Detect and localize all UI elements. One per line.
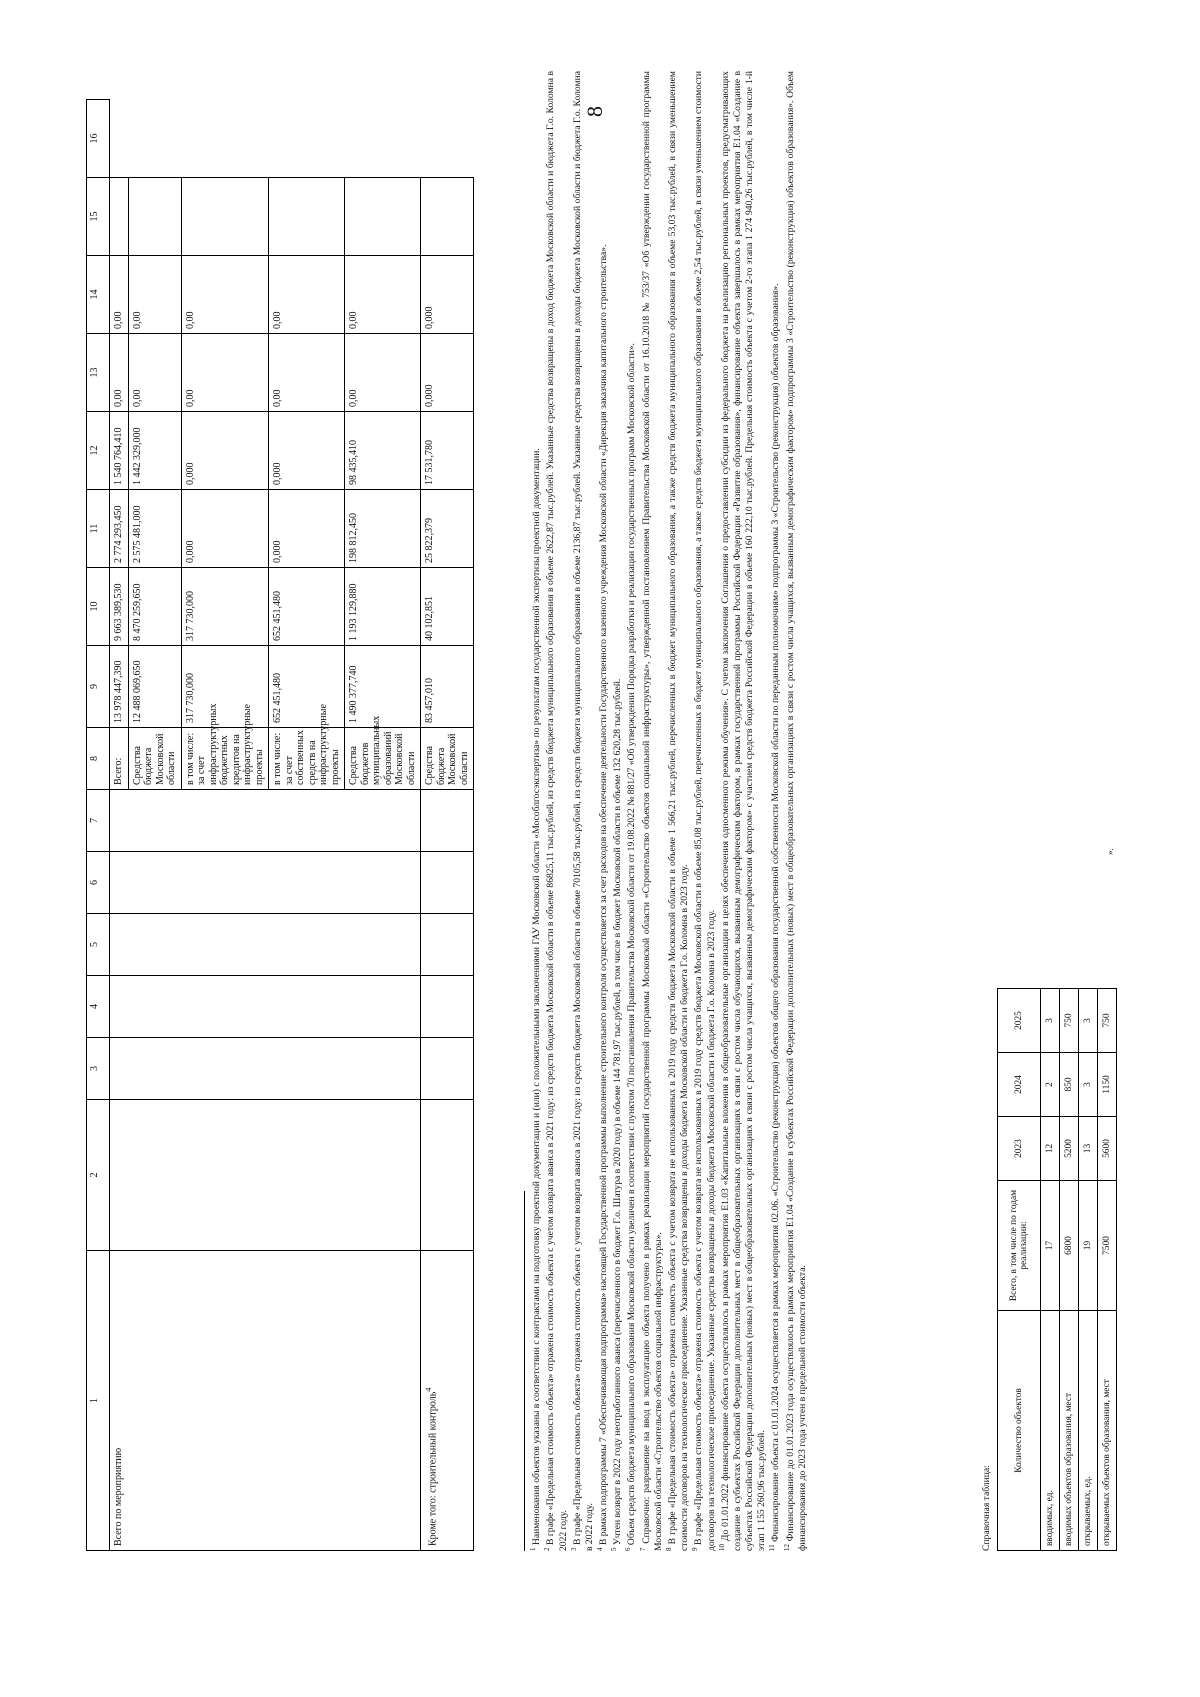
reference-header-cell: Количество объектов [998, 1311, 1041, 1551]
footnote [665, 71, 691, 1551]
column-number: 14 [87, 256, 110, 334]
empty-cell [110, 178, 129, 256]
footnote-number: 9 [691, 1547, 700, 1551]
footnote-text: В рамках подпрограммы 7 «Обеспечивающая подпрограмма» настоящей Государственной программы выполнение строительного контроля осуществляется за счет расходов на обеспечение деятельности Государственного казенного учреждения Московской области «Дирекция заказчика капитального строительства». [598, 244, 610, 1546]
empty-cell [345, 178, 421, 256]
reference-row [1079, 989, 1098, 1551]
amount-cell: 198 812,450 [345, 490, 421, 568]
column-number: 2 [87, 1100, 110, 1251]
table-row [421, 100, 474, 1551]
amount-cell: 0,00 [345, 334, 421, 412]
reference-value: 1150 [1098, 1053, 1117, 1117]
empty-cell [110, 976, 421, 1038]
footnote-number: 11 [768, 1544, 777, 1551]
column-number: 15 [87, 178, 110, 256]
reference-label: открываемых объектов образования, мест [1098, 1311, 1117, 1551]
amount-cell: 652 451,480 [269, 646, 345, 728]
footnote-text: До 01.01.2022 финансирование объекта осуществлялось в рамках мероприятия Е1.03 «Капитальные вложения в общеобразовательные организации в целях обеспечения односменного режима обучения». С учетом заключения Соглашения о предоставлении субсидии из федерального бюджета на реализацию региональных проектов, предусматривающих создание в субъектах Российской Федерации дополнительных мест в общеобразовательных организациях в связи с ростом числа обучающихся, вызванным демографическим фактором, в рамках государственной программы Российской Федерации «Развитие образования», финансирование объекта завершалось в рамках мероприятия Е1.04 «Создание в субъектах Российской Федерации дополнительных (новых) мест в общеобразовательных организациях в связи с ростом числа учащихся, вызванным демографическим фактором» с участием средств бюджета Российской Федерации в объеме 160 222,10 тыс.рублей. Предельная стоимость объекта с учетом 2-го этапа 1 274 940,26 тыс.рублей, в том числе 1-й этап 1 155 260,96 тыс.рублей. [719, 71, 768, 1551]
amount-cell: 317 730,000 [181, 646, 269, 728]
amount-cell: 0,00 [181, 256, 269, 334]
column-number: 10 [87, 568, 110, 646]
table-row [110, 100, 129, 1551]
footnote-text: Наименования объектов указаны в соответствии с контрактами на подготовку проектной документации и (или) с положительными заключениями ГАУ Московской области «Мособлгосэкспертиза» по результатам государственной экспертизы проектной документации. [531, 448, 543, 1546]
reference-value: 850 [1060, 1053, 1079, 1117]
reference-table-caption: Справочная таблица: [981, 1465, 992, 1551]
reference-table [997, 988, 1117, 1551]
footnote-number: 3 [569, 1547, 578, 1551]
amount-cell: 25 822,379 [421, 490, 474, 568]
footnote-text: Справочно: разрешение на ввод в эксплуатацию объекта получено в рамках реализации мероприятий государственной программы Московской области «Строительство объектов социальной инфраструктуры», утвержденной постановлением Правительства Московской области от 16.10.2018 № 753/37 «Об утверждении государственной программы Московской области «Строительство объектов социальной инфраструктуры». [640, 71, 665, 1551]
footnote-number: 2 [543, 1547, 552, 1551]
footnote-separator [524, 1191, 525, 1551]
amount-cell: 40 102,851 [421, 568, 474, 646]
column-number: 3 [87, 1038, 110, 1100]
footnote-text: В графе «Предельная стоимость объекта» отражена стоимость объекта с учетом возврата не использованных в 2019 году средств бюджета Московской области в объеме 1 566,21 тыс.рублей, перечисленных в бюджет муниципального образования, а также средств бюджета муниципального образования в объеме 53,03 тыс.рублей, в связи уменьшением стоимости договоров на технологическое присоединение. Указанные средства возвращены в доходы бюджета Московской области и бюджета Г.о. Коломна в 2023 году. [667, 71, 691, 1551]
reference-value: 19 [1079, 1181, 1098, 1311]
reference-value: 750 [1098, 989, 1117, 1053]
footnote-text: В графе «Предельная стоимость объекта» отражена стоимость объекта с учетом возврата не использованных в 2019 году средств бюджета Московской области в объеме 85,08 тыс.рублей, перечисленных в бюджет муниципального образования, а также средств бюджета муниципального образования в объеме 2,54 тыс.рублей, в связи уменьшением стоимости договоров на технологическое присоединение. Указанные средства возвращены в доходы бюджета Московской области и бюджета Г.о. Коломна в 2023 году. [693, 71, 717, 1551]
amount-cell: 1 490 377,740 [345, 646, 421, 728]
footnote [596, 71, 610, 1551]
empty-cell [110, 790, 421, 852]
funding-source: Всего: [110, 728, 129, 790]
amount-cell: 0,00 [110, 256, 129, 334]
reference-header-cell: 2024 [998, 1053, 1041, 1117]
reference-value: 3 [1041, 989, 1060, 1053]
footnote [529, 71, 543, 1551]
amount-cell: 1 193 129,880 [345, 568, 421, 646]
amount-cell: 0,00 [181, 334, 269, 412]
footnote-number: 1 [529, 1547, 537, 1551]
amount-cell: 317 730,000 [181, 568, 269, 646]
amount-cell: 0,00 [269, 334, 345, 412]
reference-label: вводимых объектов образования, мест [1060, 1311, 1079, 1551]
financing-table [86, 99, 474, 1551]
funding-source: в том числе: за счет собственных средств на инфраструктурные проекты [269, 728, 345, 790]
funding-source: Средства бюджета Московской области [421, 728, 474, 790]
footnote [610, 71, 624, 1551]
funding-source: в том числе: за счет инфраструктурных бюджетных кредитов на инфраструктурные проекты [181, 728, 269, 790]
column-number: 12 [87, 412, 110, 490]
amount-cell: 0,00 [269, 256, 345, 334]
column-number-row [87, 100, 110, 1551]
empty-cell [110, 914, 421, 976]
footnote-text: Финансирование объекта с 01.01.2024 осуществляется в рамках мероприятия 02.06. «Строительство (реконструкция) объектов общего образования государственной собственности Московской области по переданным полномочиям» подпрограммы 3 «Строительство (реконструкция) объектов образования». [770, 283, 782, 1542]
reference-row [1060, 989, 1079, 1551]
amount-cell: 8 470 259,650 [128, 568, 181, 646]
amount-cell: 0,00 [128, 334, 181, 412]
empty-cell [421, 790, 474, 852]
reference-value: 17 [1041, 1181, 1060, 1311]
footnote-ref: 4 [424, 1387, 433, 1392]
empty-cell [110, 1100, 421, 1251]
empty-cell [421, 1100, 474, 1251]
footnote [624, 71, 638, 1551]
reference-value: 13 [1079, 1117, 1098, 1181]
footnote-text: В графе «Предельная стоимость объекта» отражена стоимость объекта с учетом возврата аванса в 2021 году: из средств бюджета Московской области в объеме 86825,11 тыс.рублей, из средств бюджета муниципального образования в объеме 2622,87 тыс.рублей. Указанные средства возвращены в доход бюджета Московской области и бюджета Г.о. Коломна в 2022 году. [545, 71, 569, 1551]
funding-source: Средства бюджетов муниципальных образований Московской области [345, 728, 421, 790]
amount-cell: 0,00 [110, 334, 129, 412]
reference-header-row [998, 989, 1041, 1551]
amount-cell: 0,000 [181, 412, 269, 490]
amount-cell: 0,000 [181, 490, 269, 568]
page-number: 8 [582, 106, 607, 117]
funding-source: Средства бюджета Московской области [128, 728, 181, 790]
reference-value: 5200 [1060, 1117, 1079, 1181]
reference-value: 6800 [1060, 1181, 1079, 1311]
amount-cell: 0,000 [269, 490, 345, 568]
measure-name-cell [421, 1251, 474, 1551]
reference-value: 3 [1079, 989, 1098, 1053]
empty-cell [421, 976, 474, 1038]
empty-cell [181, 178, 269, 256]
reference-row [1098, 989, 1117, 1551]
reference-value: 750 [1060, 989, 1079, 1053]
footnote [570, 71, 596, 1551]
amount-cell: 0,00 [345, 256, 421, 334]
column-number: 13 [87, 334, 110, 412]
amount-cell: 0,000 [421, 334, 474, 412]
footnote-text: Учтен возврат в 2022 году неотработанного аванса (перечисленного в бюджет Г.о. Шатура в 2020 году) в объеме 144 781,97 тыс.рублей, в том числе в бюджет Московской области в объеме 132 620,28 тыс.рублей. [612, 678, 624, 1546]
footnote [543, 71, 569, 1551]
reference-value: 12 [1041, 1117, 1060, 1181]
column-number: 16 [87, 100, 110, 178]
footnote [639, 71, 665, 1551]
empty-cell [421, 178, 474, 256]
column-number: 4 [87, 976, 110, 1038]
empty-cell [421, 852, 474, 914]
column-number: 11 [87, 490, 110, 568]
footnote-text: В графе «Предельная стоимость объекта» отражена стоимость объекта с учетом возврата аванса в 2021 году: из средств бюджета Московской области в объеме 70105,58 тыс.рублей, из средств бюджета муниципального образования в объеме 2136,87 тыс.рублей. Указанные средства возвращены в доходы бюджета Московской области и бюджета Г.о. Коломна в 2022 году. [571, 71, 595, 1551]
footnote-number: 8 [665, 1547, 674, 1551]
empty-cell [269, 178, 345, 256]
reference-value: 7500 [1098, 1181, 1117, 1311]
empty-cell [110, 852, 421, 914]
column-number: 6 [87, 852, 110, 914]
footnote [718, 71, 769, 1551]
amount-cell: 1 442 329,000 [128, 412, 181, 490]
empty-cell [110, 1038, 421, 1100]
footnote-number: 4 [595, 1547, 604, 1551]
amount-cell: 0,00 [128, 256, 181, 334]
reference-header-cell: Всего, в том числе по годам реализации: [998, 1181, 1041, 1311]
column-number: 8 [87, 728, 110, 790]
amount-cell: 83 457,010 [421, 646, 474, 728]
amount-cell: 1 540 764,410 [110, 412, 129, 490]
reference-label: вводимых, ед. [1041, 1311, 1060, 1551]
footnote-number: 5 [610, 1547, 619, 1551]
reference-value: 5600 [1098, 1117, 1117, 1181]
amount-cell: 9 663 389,530 [110, 568, 129, 646]
closing-mark: ». [1105, 848, 1115, 855]
empty-cell [128, 178, 181, 256]
empty-cell [421, 914, 474, 976]
footnote [783, 71, 809, 1551]
amount-cell: 0,000 [269, 412, 345, 490]
footnote [768, 71, 782, 1551]
amount-cell: 2 575 481,000 [128, 490, 181, 568]
column-number: 7 [87, 790, 110, 852]
amount-cell: 0,000 [421, 256, 474, 334]
column-number: 5 [87, 914, 110, 976]
amount-cell: 2 774 293,450 [110, 490, 129, 568]
column-number: 1 [87, 1251, 110, 1551]
reference-value: 2 [1041, 1053, 1060, 1117]
amount-cell: 98 435,410 [345, 412, 421, 490]
reference-header-cell: 2025 [998, 989, 1041, 1053]
footnote-number: 7 [638, 1547, 647, 1551]
reference-label: открываемых, ед. [1079, 1311, 1098, 1551]
reference-header-cell: 2023 [998, 1117, 1041, 1181]
empty-cell [421, 1038, 474, 1100]
amount-cell: 13 978 447,390 [110, 646, 129, 728]
amount-cell: 652 451,480 [269, 568, 345, 646]
footnote-text: Финансирование до 01.01.2023 года осуществлялось в рамках мероприятия Е1.04 «Создание в субъектах Российской Федерации дополнительных (новых) мест в общеобразовательных организациях в связи с ростом числа учащихся, вызванным демографическим фактором» подпрограммы 3 «Строительство (реконструкция) объектов образования». Объем финансирования до 2023 года учтен в предельной стоимости объекта. [784, 70, 808, 1551]
amount-cell: 12 488 069,650 [128, 646, 181, 728]
footnote-number: 10 [717, 1544, 726, 1551]
measure-name-cell [110, 1251, 421, 1551]
footnote [691, 71, 717, 1551]
reference-value: 3 [1079, 1053, 1098, 1117]
amount-cell: 17 531,780 [421, 412, 474, 490]
footnotes [524, 71, 809, 1551]
footnote-number: 6 [624, 1547, 633, 1551]
measure-name: Кроме того: строительный контроль [427, 1391, 439, 1546]
column-number: 9 [87, 646, 110, 728]
footnote-text: Объем средств бюджета муниципального образования Московской области увеличен в соответствии с пунктом 70 постановления Правительства Московской области от 19.08.2022 № 881/27 «Об утверждении Порядка разработки и реализации государственных программ Московской области». [626, 343, 638, 1546]
measure-name: Всего по мероприятию [113, 1447, 124, 1546]
footnote-number: 12 [782, 1544, 791, 1551]
reference-row [1041, 989, 1060, 1551]
